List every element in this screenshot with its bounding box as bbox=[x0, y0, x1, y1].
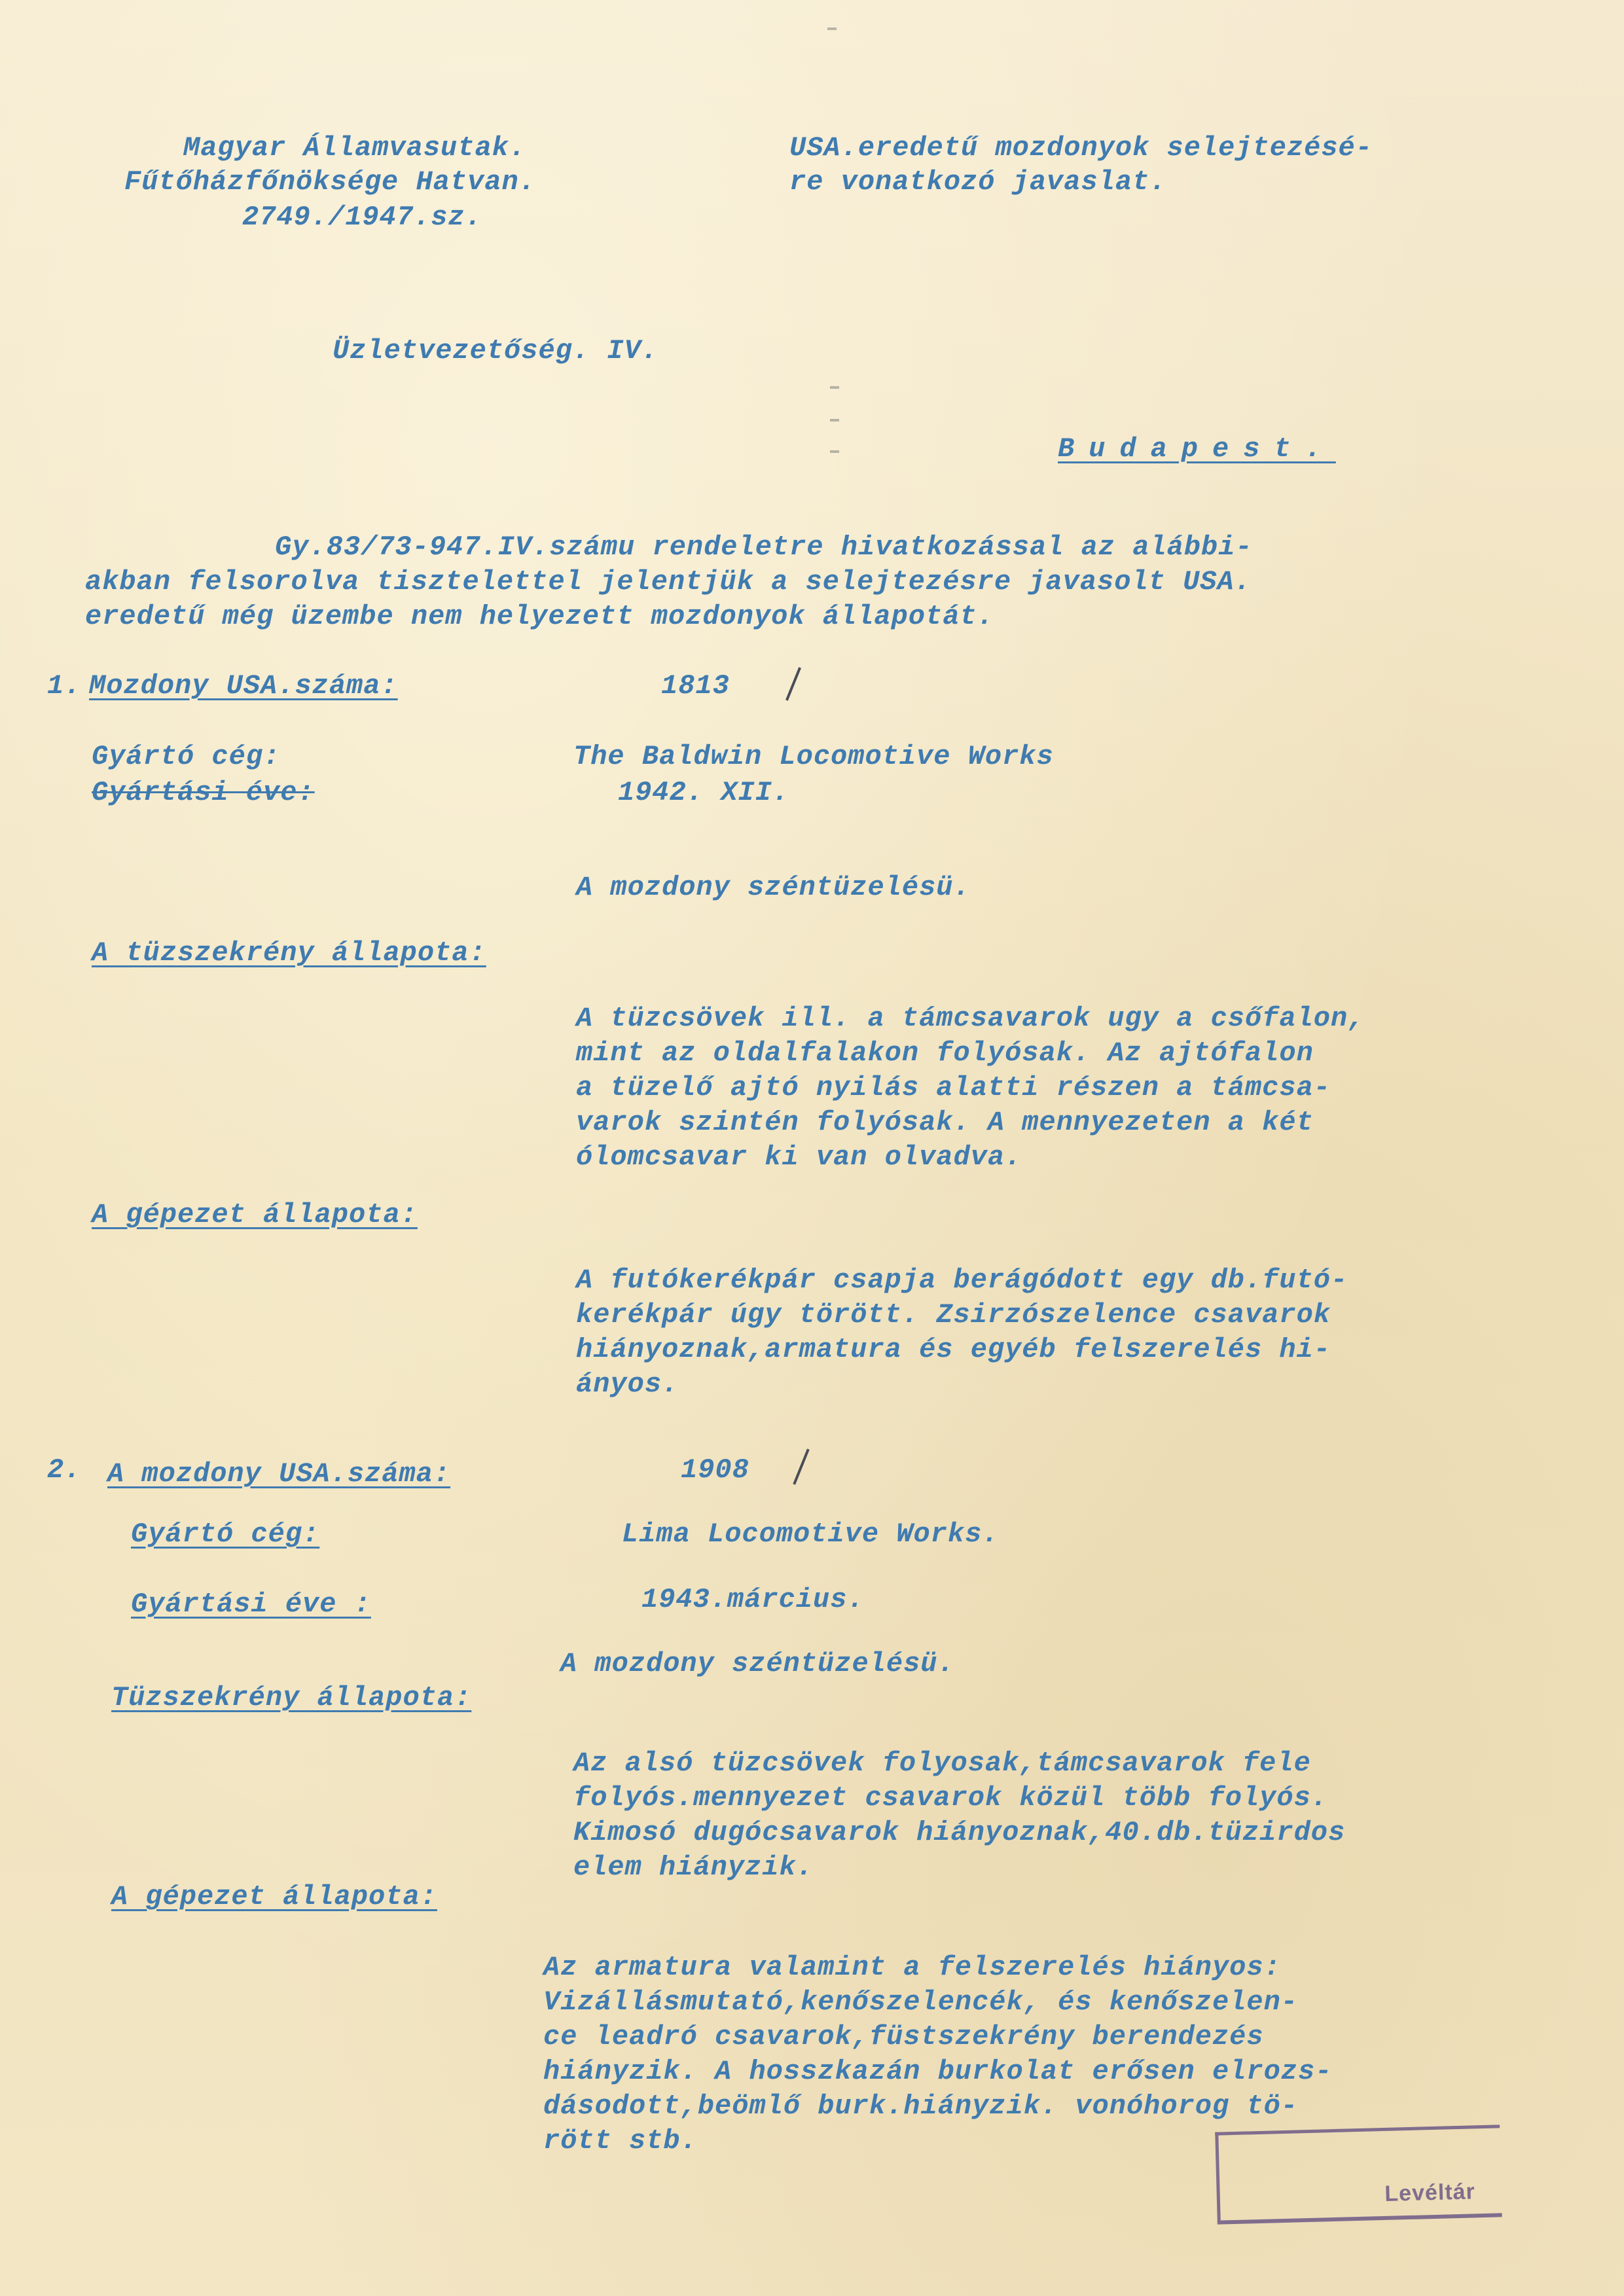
loco1-firebox-line-2: mint az oldalfalakon folyósak. Az ajtófalon bbox=[576, 1037, 1314, 1069]
loco2-firebox-line-2: folyós.mennyezet csavarok közül több folyós. bbox=[573, 1782, 1328, 1814]
loco2-machinery-label: A gépezet állapota: bbox=[111, 1881, 437, 1912]
loco2-index: 2. bbox=[47, 1454, 82, 1486]
fold-mark bbox=[830, 450, 839, 453]
fold-mark bbox=[830, 386, 839, 389]
loco1-maker-label: Gyártó cég: bbox=[92, 741, 281, 772]
loco2-year: 1943.március. bbox=[641, 1584, 865, 1615]
loco1-firebox-line-1: A tüzcsövek ill. a támcsavarok ugy a csőfalon, bbox=[576, 1003, 1365, 1034]
loco1-fuel: A mozdony széntüzelésü. bbox=[576, 872, 971, 903]
loco2-machinery-line-4: hiányzik. A hosszkazán burkolat erősen elrozs- bbox=[543, 2056, 1333, 2087]
subject-line-2: re vonatkozó javaslat. bbox=[789, 166, 1167, 198]
org-line-1: Magyar Államvasutak. bbox=[183, 132, 527, 164]
loco2-firebox-line-4: elem hiányzik. bbox=[573, 1852, 814, 1883]
intro-line-2: akban felsorolva tisztelettel jelentjük a selejtezésre javasolt USA. bbox=[85, 566, 1252, 598]
loco1-machinery-line-3: hiányoznak,armatura és egyéb felszerelés hi- bbox=[576, 1334, 1331, 1365]
loco2-maker: Lima Locomotive Works. bbox=[622, 1518, 1000, 1550]
loco2-machinery-line-5: dásodott,beömlő burk.hiányzik. vonóhorog tö- bbox=[543, 2090, 1298, 2122]
org-line-2: Fűtőházfőnöksége Hatvan. bbox=[124, 166, 536, 198]
loco2-machinery-line-6: rött stb. bbox=[543, 2125, 698, 2157]
loco1-firebox-line-5: ólomcsavar ki van olvadva. bbox=[576, 1141, 1022, 1173]
check-slash-mark bbox=[793, 1448, 809, 1484]
loco1-machinery-line-2: kerékpár úgy törött. Zsirzószelence csavarok bbox=[576, 1299, 1331, 1331]
intro-line-1: Gy.83/73-947.IV.számu rendeletre hivatkozással az alábbi- bbox=[275, 531, 1253, 563]
fold-mark bbox=[830, 419, 839, 422]
loco1-machinery-line-4: ányos. bbox=[576, 1369, 679, 1400]
loco1-maker: The Baldwin Locomotive Works bbox=[573, 741, 1054, 772]
loco2-number: 1908 bbox=[681, 1454, 749, 1486]
loco1-firebox-label: A tüzszekrény állapota: bbox=[92, 937, 486, 969]
loco2-fuel: A mozdony széntüzelésü. bbox=[560, 1648, 955, 1679]
loco2-year-label: Gyártási éve : bbox=[131, 1588, 371, 1620]
loco2-number-label: A mozdony USA.száma: bbox=[107, 1458, 451, 1490]
loco2-firebox-line-3: Kimosó dugócsavarok hiányoznak,40.db.tüzirdos bbox=[573, 1817, 1346, 1848]
loco1-year: 1942. XII. bbox=[618, 777, 790, 808]
loco1-firebox-line-3: a tüzelő ajtó nyilás alatti részen a támcsa- bbox=[576, 1072, 1331, 1103]
loco1-machinery-label: A gépezet állapota: bbox=[92, 1199, 418, 1230]
loco2-firebox-label: Tüzszekrény állapota: bbox=[111, 1682, 472, 1713]
loco1-number: 1813 bbox=[661, 670, 730, 702]
intro-line-3: eredetű még üzembe nem helyezett mozdonyok állapotát. bbox=[85, 601, 994, 632]
fold-mark bbox=[827, 27, 837, 30]
loco1-firebox-line-4: varok szintén folyósak. A mennyezeten a két bbox=[576, 1107, 1314, 1138]
check-slash-mark bbox=[785, 667, 801, 701]
loco2-machinery-line-3: ce leadró csavarok,füstszekrény berendezés bbox=[543, 2021, 1264, 2053]
addressee-city: Budapest. bbox=[1058, 433, 1336, 465]
addressee-office: Üzletvezetőség. IV. bbox=[333, 335, 659, 367]
archive-stamp-text: Levéltár bbox=[1384, 2179, 1476, 2206]
loco2-firebox-line-1: Az alsó tüzcsövek folyosak,támcsavarok fele bbox=[573, 1748, 1311, 1779]
loco2-machinery-line-2: Vizállásmutató,kenőszelencék, és kenőszelen- bbox=[543, 1986, 1298, 2018]
loco2-machinery-line-1: Az armatura valamint a felszerelés hiányos: bbox=[543, 1952, 1281, 1983]
reference-number: 2749./1947.sz. bbox=[242, 202, 482, 233]
loco1-index: 1. bbox=[47, 670, 82, 702]
loco1-machinery-line-1: A futókerékpár csapja berágódott egy db.futó- bbox=[576, 1265, 1348, 1296]
loco2-maker-label: Gyártó cég: bbox=[131, 1518, 320, 1550]
loco1-year-label: Gyártási éve: bbox=[92, 777, 315, 808]
loco1-number-label: Mozdony USA.száma: bbox=[89, 670, 398, 702]
subject-line-1: USA.eredetű mozdonyok selejtezésé- bbox=[789, 132, 1373, 164]
archive-stamp bbox=[1215, 2125, 1502, 2224]
